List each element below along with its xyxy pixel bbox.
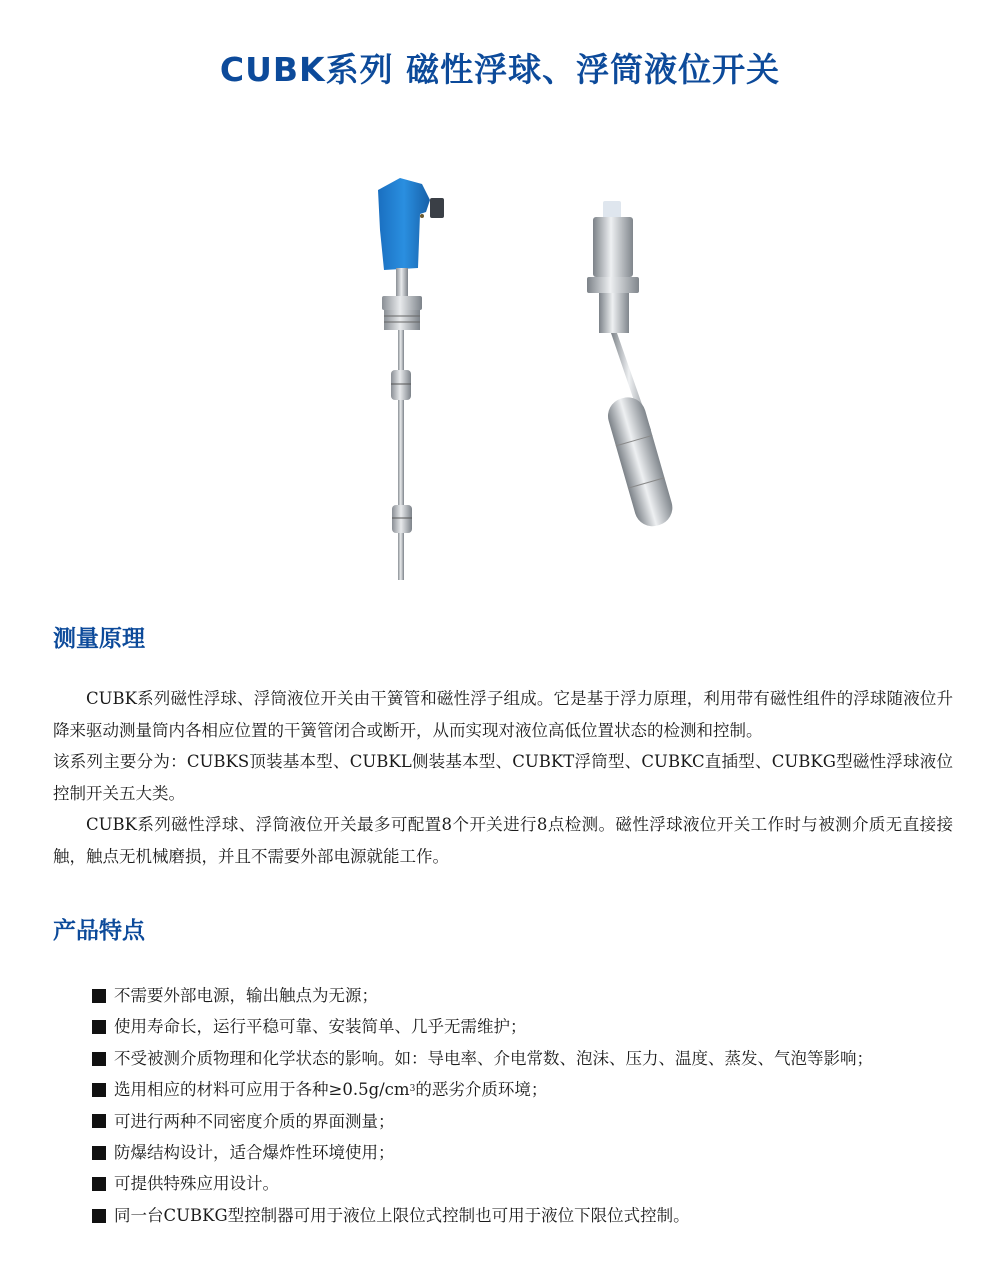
square-bullet-icon [92,1020,106,1034]
principle-paragraph-3: CUBK系列磁性浮球、浮筒液位开关最多可配置8个开关进行8点检测。磁性浮球液位开关工作时与被测介质无直接接触，触点无机械磨损，并且不需要外部电源就能工作。 [53,815,953,866]
square-bullet-icon [92,1114,106,1128]
feature-item: 使用寿命长，运行平稳可靠、安装简单、几乎无需维护； [92,1011,972,1042]
principle-text [53,683,953,872]
feature-item: 可进行两种不同密度介质的界面测量； [92,1106,972,1137]
product-image-side-mounted [585,195,680,530]
section-heading-principle: 测量原理 [53,626,145,652]
feature-item: 同一台CUBKG型控制器可用于液位上限位式控制也可用于液位下限位式控制。 [92,1200,972,1231]
square-bullet-icon [92,1052,106,1066]
feature-list [92,980,972,1231]
square-bullet-icon [92,1209,106,1223]
square-bullet-icon [92,989,106,1003]
principle-paragraph-2: 该系列主要分为：CUBKS顶装基本型、CUBKL侧装基本型、CUBKT浮筒型、CUBKC直插型、CUBKG型磁性浮球液位控制开关五大类。 [53,752,953,803]
feature-item: 选用相应的材料可应用于各种≥0.5g/cm 3 的恶劣介质环境； [92,1074,972,1105]
section-heading-features: 产品特点 [53,918,145,944]
principle-paragraph-1: CUBK系列磁性浮球、浮筒液位开关由干簧管和磁性浮子组成。它是基于浮力原理，利用带有磁性组件的浮球随液位升降来驱动测量筒内各相应位置的干簧管闭合或断开，从而实现对液位高低位置状态的检测和控制。 [53,689,953,740]
feature-item: 可提供特殊应用设计。 [92,1168,972,1199]
product-image-top-mounted [360,170,460,585]
square-bullet-icon [92,1083,106,1097]
feature-item: 不受被测介质物理和化学状态的影响。如：导电率、介电常数、泡沫、压力、温度、蒸发、气泡等影响； [92,1043,972,1074]
feature-item: 防爆结构设计，适合爆炸性环境使用； [92,1137,972,1168]
page-title: CUBK系列 磁性浮球、浮筒液位开关 [219,50,781,89]
feature-item: 不需要外部电源，输出触点为无源； [92,980,972,1011]
square-bullet-icon [92,1177,106,1191]
square-bullet-icon [92,1146,106,1160]
